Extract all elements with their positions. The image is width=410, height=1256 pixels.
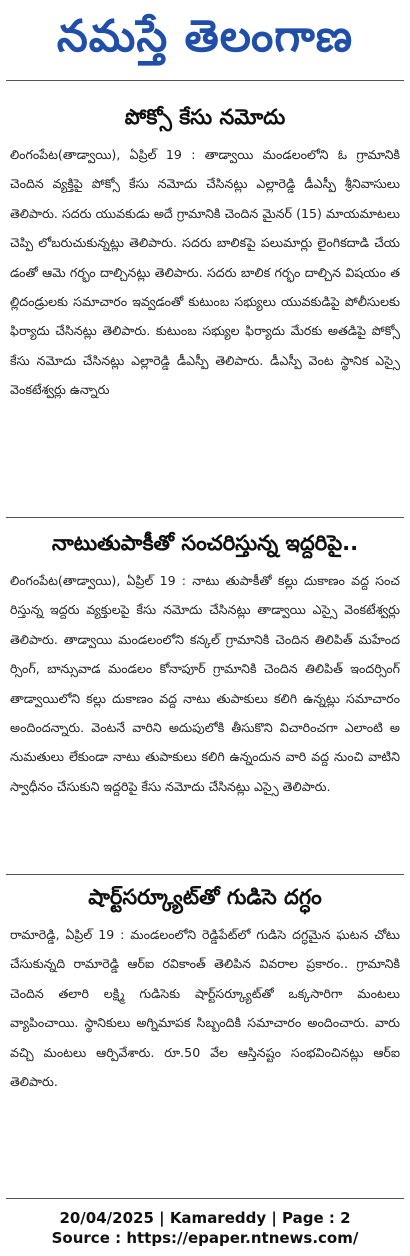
footer-source: Source : https://epaper.ntnews.com/ — [51, 1229, 359, 1247]
article-country-gun — [10, 526, 400, 801]
divider — [6, 1198, 404, 1199]
article-body: రామారెడ్డి, ఏప్రిల్ 19 : మండలంలోని రెడ్డిపేట్‌లో గుడిసె దగ్ధమైన ఘటన చోటు చేసుకున్నది రామారెడ్డి ఆర్ఐ రవికాంత్ తెలిపిన వివరాల ప్రకారం.. గ్రామానికి చెందిన తలారి లక్ష్మి గుడిసెకు షార్ట్‌సర్క్యూట్‌తో ఒక్కసారిగా మంటలు వ్యాపించాయి. స్థానికులు అగ్నిమాపక సిబ్బందికి సమాచారం అందించారు. వారు వచ్చి మంటలు ఆర్పివేశారు. రూ.50 వేల ఆస్తినష్టం సంభవించినట్లు ఆర్ఐ తెలిపారు. — [10, 927, 400, 1090]
article-headline: పోక్సో కేసు నమోదు — [124, 105, 286, 129]
footer-date-edition: 20/04/2025 | Kamareddy | Page : 2 — [59, 1209, 351, 1227]
article-body: లింగంపేట(తాడ్వాయి), ఏప్రిల్ 19 : తాడ్వాయి మండలంలోని ఓ గ్రామానికి చెందిన వ్యక్తిపై పోక్సో కేసు నమోదు చేసినట్లు ఎల్లారెడ్డి డీఎస్పీ శ్రీనివాసులు తెలిపారు. సదరు యువకుడు అదే గ్రామానికి చెందిన మైనర్ (15) మాయమాటలు చెప్పి లోబరుచుకున్నట్లు తెలిపారు. సదరు బాలికపై పలుమార్లు లైంగికదాడి చేయడంతో ఆమె గర్భం దాల్చినట్లు తెలిపారు. సదరు బాలిక గర్భం దాల్చిన విషయం తల్లిదండ్రులకు సమాచారం ఇవ్వడంతో కుటుంబ సభ్యులు యువకుడిపై పోలీసులకు ఫిర్యాదు చేసినట్లు తెలిపారు. కుటుంబ సభ్యుల ఫిర్యాదు మేరకు అతడిపై పోక్సో కేసు నమోదు చేసినట్లు ఎల్లారెడ్డి డీఎస్పీ తెలిపారు. డీఎస్పీ వెంట స్థానిక ఎస్సై వెంకటేశ్వర్లు ఉన్నారు — [10, 147, 400, 398]
article-body: లింగంపేట(తాడ్వాయి), ఏప్రిల్ 19 : నాటు తుపాకీతో కల్లు దుకాణం వద్ద సంచరిస్తున్న ఇద్దరు వ్యక్తులపై కేసు నమోదు చేసినట్లు తాడ్వాయి ఎస్సై వెంకటేశ్వర్లు తెలిపారు. తాడ్వాయి మండలంలోని కన్కల్ గ్రామానికి చెందిన తిలిపిత్ మహేందర్సింగ్, బాన్సువాడ మండలం కోనాపూర్ గ్రామానికి చెందిన తిలిపిత్ ఇందర్సింగ్ తాడ్వాయిలోని కల్లు దుకాణం వద్ద నాటు తుపాకులు కలిగి ఉన్నట్లు సమాచారం అందిందన్నారు. వెంటనే వారిని అదుపులోకి తీసుకొని విచారించగా ఎలాంటి అనుమతులు లేకుండా నాటు తుపాకులు కలిగి ఉన్నందున వారి వద్ద నుంచి వాటిని స్వాధీనం చేసుకుని ఇద్దరిపై కేసు నమోదు చేసినట్లు ఎస్సై తెలిపారు. — [10, 573, 400, 794]
masthead-title: నమస్తే తెలంగాణ — [56, 11, 354, 62]
article-hut-fire — [10, 880, 400, 1096]
article-headline: నాటుతుపాకీతో సంచరిస్తున్న ఇద్దరిపై.. — [51, 531, 359, 555]
masthead — [6, 2, 404, 72]
footer — [6, 1208, 404, 1248]
article-headline: షార్ట్‌సర్క్యూట్‌తో గుడిసె దగ్ధం — [88, 885, 322, 909]
divider — [6, 80, 404, 81]
article-pocso-case — [10, 100, 400, 405]
divider — [6, 517, 404, 518]
divider — [6, 874, 404, 875]
